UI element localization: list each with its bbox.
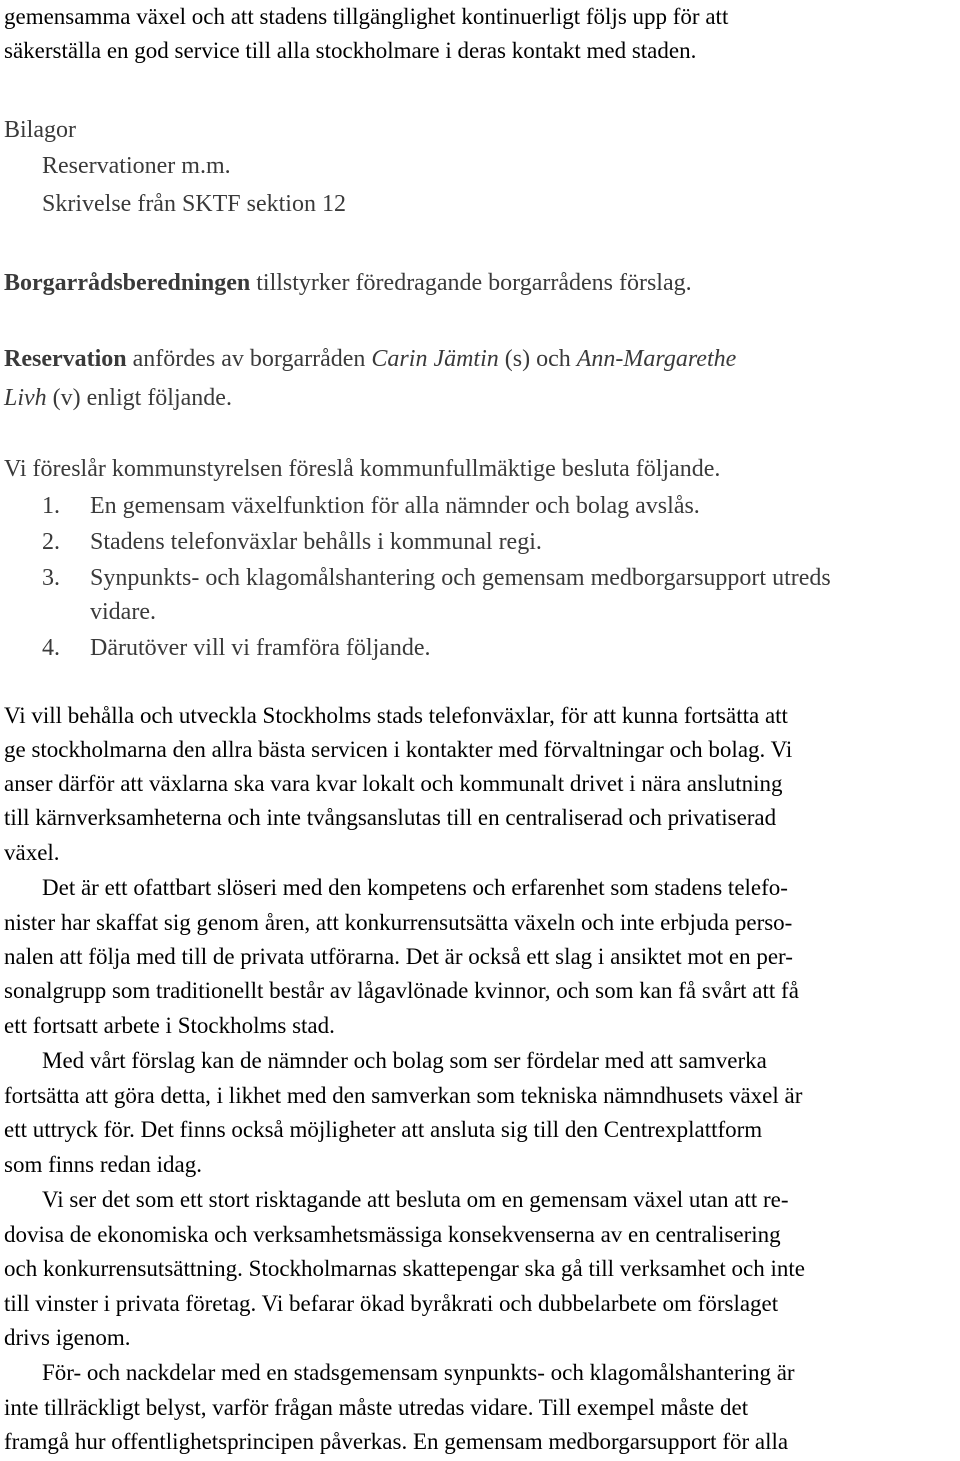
reservation-text: (v) enligt följande. [46,385,232,411]
reservation-line [4,380,232,416]
reservation-text: (s) och [498,346,577,372]
body-line: dovisa de ekonomiska och verksamhetsmässiga konsekvenserna av en centralisering [4,1222,781,1247]
proposal-item-text: Synpunkts- och klagomålshantering och gemensam medborgarsupport utreds [90,565,831,591]
body-line: ett fortsatt arbete i Stockholms stad. [4,1013,335,1038]
body-line: nalen att följa med till de privata utförarna. Det är också ett slag i ansiktet mot en per- [4,944,793,969]
reservation-line [4,341,736,377]
decision-subject: Borgarrådsberedningen [4,270,251,296]
proposal-lead: Vi föreslår kommunstyrelsen föreslå kommunfullmäktige besluta följande. [4,456,721,482]
decision-text: tillstyrker föredragande borgarrådens förslag. [250,270,692,296]
body-line: Vi vill behålla och utveckla Stockholms stads telefonväxlar, för att kunna fortsätta att [4,703,788,728]
proposal-item-text: Stadens telefonväxlar behålls i kommunal regi. [90,529,542,555]
proposal-item-continuation: vidare. [90,599,156,625]
reservation-name: Carin Jämtin [371,346,499,372]
reservation-name: Ann-Margarethe [576,346,737,372]
body-line: framgå hur offentlighetsprincipen påverkas. En gemensam medborgarsupport för alla [4,1429,789,1454]
reservation-text: anfördes av borgarråden [126,346,372,372]
reservation-name: Livh [4,385,47,411]
attachment-item: Reservationer m.m. [42,153,231,179]
intro-line: säkerställa en god service till alla stockholmare i deras kontakt med staden. [4,38,697,63]
proposal-item [4,488,700,524]
proposal-item-number: 3. [42,565,60,591]
proposal-item [4,630,431,666]
body-line: anser därför att växlarna ska vara kvar lokalt och kommunalt drivet i nära anslutning [4,771,783,796]
proposal-item-number: 1. [42,493,60,519]
attachments-heading: Bilagor [4,117,76,143]
body-line: ge stockholmarna den allra bästa servicen i kontakter med förvaltningar och bolag. Vi [4,737,793,762]
body-line: till kärnverksamheterna och inte tvångsanslutas till en centraliserad och privatiserad [4,805,777,830]
body-line: nister har skaffat sig genom åren, att konkurrensutsätta växeln och inte erbjuda perso- [4,910,793,935]
intro-line: gemensamma växel och att stadens tillgänglighet kontinuerligt följs upp för att [4,4,729,29]
body-line: som finns redan idag. [4,1152,203,1177]
body-line: till vinster i privata företag. Vi befarar ökad byråkrati och dubbelarbete om förslaget [4,1291,779,1316]
reservation-label: Reservation [4,346,127,372]
proposal-item [4,524,542,560]
body-line: växel. [4,840,60,865]
body-line: ett uttryck för. Det finns också möjligheter att ansluta sig till den Centrexplattform [4,1117,763,1142]
proposal-item-text: En gemensam växelfunktion för alla nämnder och bolag avslås. [90,493,700,519]
body-line: Med vårt förslag kan de nämnder och bolag som ser fördelar med att samverka [42,1048,767,1073]
body-line: inte tillräckligt belyst, varför frågan måste utredas vidare. Till exempel måste det [4,1395,749,1420]
body-line: Det är ett ofattbart slöseri med den kompetens och erfarenhet som stadens telefo- [42,875,788,900]
body-line: och konkurrensutsättning. Stockholmarnas skattepengar ska gå till verksamhet och inte [4,1256,805,1281]
proposal-item-number: 4. [42,635,60,661]
body-line: fortsätta att göra detta, i likhet med den samverkan som tekniska nämndhusets växel är [4,1083,803,1108]
proposal-item-number: 2. [42,529,60,555]
proposal-item [4,560,831,596]
proposal-item-text: Därutöver vill vi framföra följande. [90,635,431,661]
body-line: sonalgrupp som traditionellt består av lågavlönade kvinnor, och som kan få svårt att få [4,978,799,1003]
body-line: drivs igenom. [4,1325,131,1350]
body-line: Vi ser det som ett stort risktagande att besluta om en gemensam växel utan att re- [42,1187,789,1212]
decision-statement [4,265,692,301]
body-line: För- och nackdelar med en stadsgemensam synpunkts- och klagomålshantering är [42,1360,795,1385]
attachment-item: Skrivelse från SKTF sektion 12 [42,191,346,217]
